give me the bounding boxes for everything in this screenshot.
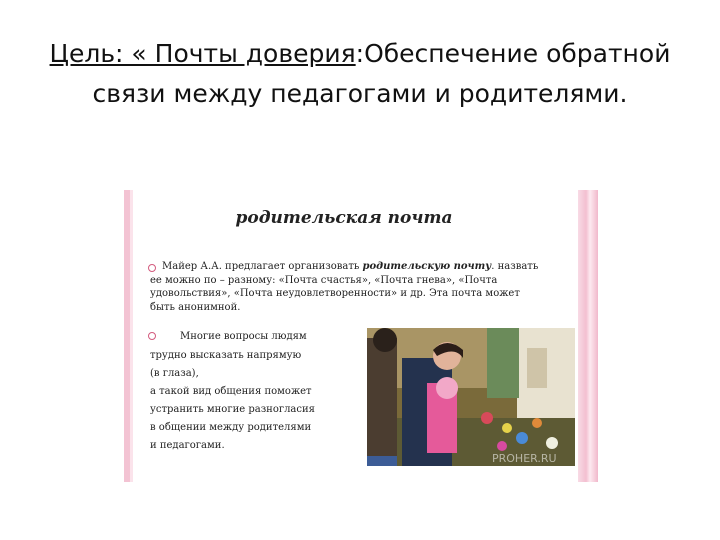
bullet-icon (148, 332, 156, 340)
photo-watermark: PROHER.RU (492, 452, 557, 465)
paragraph-1-emphasis: родительскую почту (362, 261, 492, 272)
paragraph-2-line-4: а такой вид общения поможет (150, 386, 312, 397)
slide-title (20, 34, 700, 114)
photo-parents-children (367, 328, 575, 466)
paragraph-1-author: Майер А.А. (162, 261, 222, 272)
card-heading: родительская почта (235, 208, 453, 228)
slide-image-card (124, 190, 598, 482)
paragraph-1-text-a: предлагает организовать (221, 261, 363, 272)
paragraph-1-text-b: . назвать ее можно по – разному: «Почта счастья», «Почта гнева», «Почта удовольствия», «Почта неудовлетворенности» и др. Эта почта может быть анонимной. (150, 261, 539, 313)
slide-title-rest: :Обеспечение обратной связи между педагогами и родителями. (92, 39, 671, 108)
paragraph-2-line-2: трудно высказать напрямую (150, 350, 302, 361)
slide-title-underlined: Цель: « Почты доверия (49, 39, 356, 68)
pink-border-left-inner (130, 190, 133, 482)
pink-border-right (578, 190, 598, 482)
paragraph-2-line-5: устранить многие разногласия (150, 404, 315, 415)
paragraph-2-line-3: (в глаза), (150, 368, 199, 379)
paragraph-1 (150, 260, 540, 314)
paragraph-2-line-6: в общении между родителями (150, 422, 312, 433)
paragraph-2-line-7: и педагогами. (150, 440, 225, 451)
paragraph-2-line-1: Многие вопросы людям (180, 331, 307, 342)
